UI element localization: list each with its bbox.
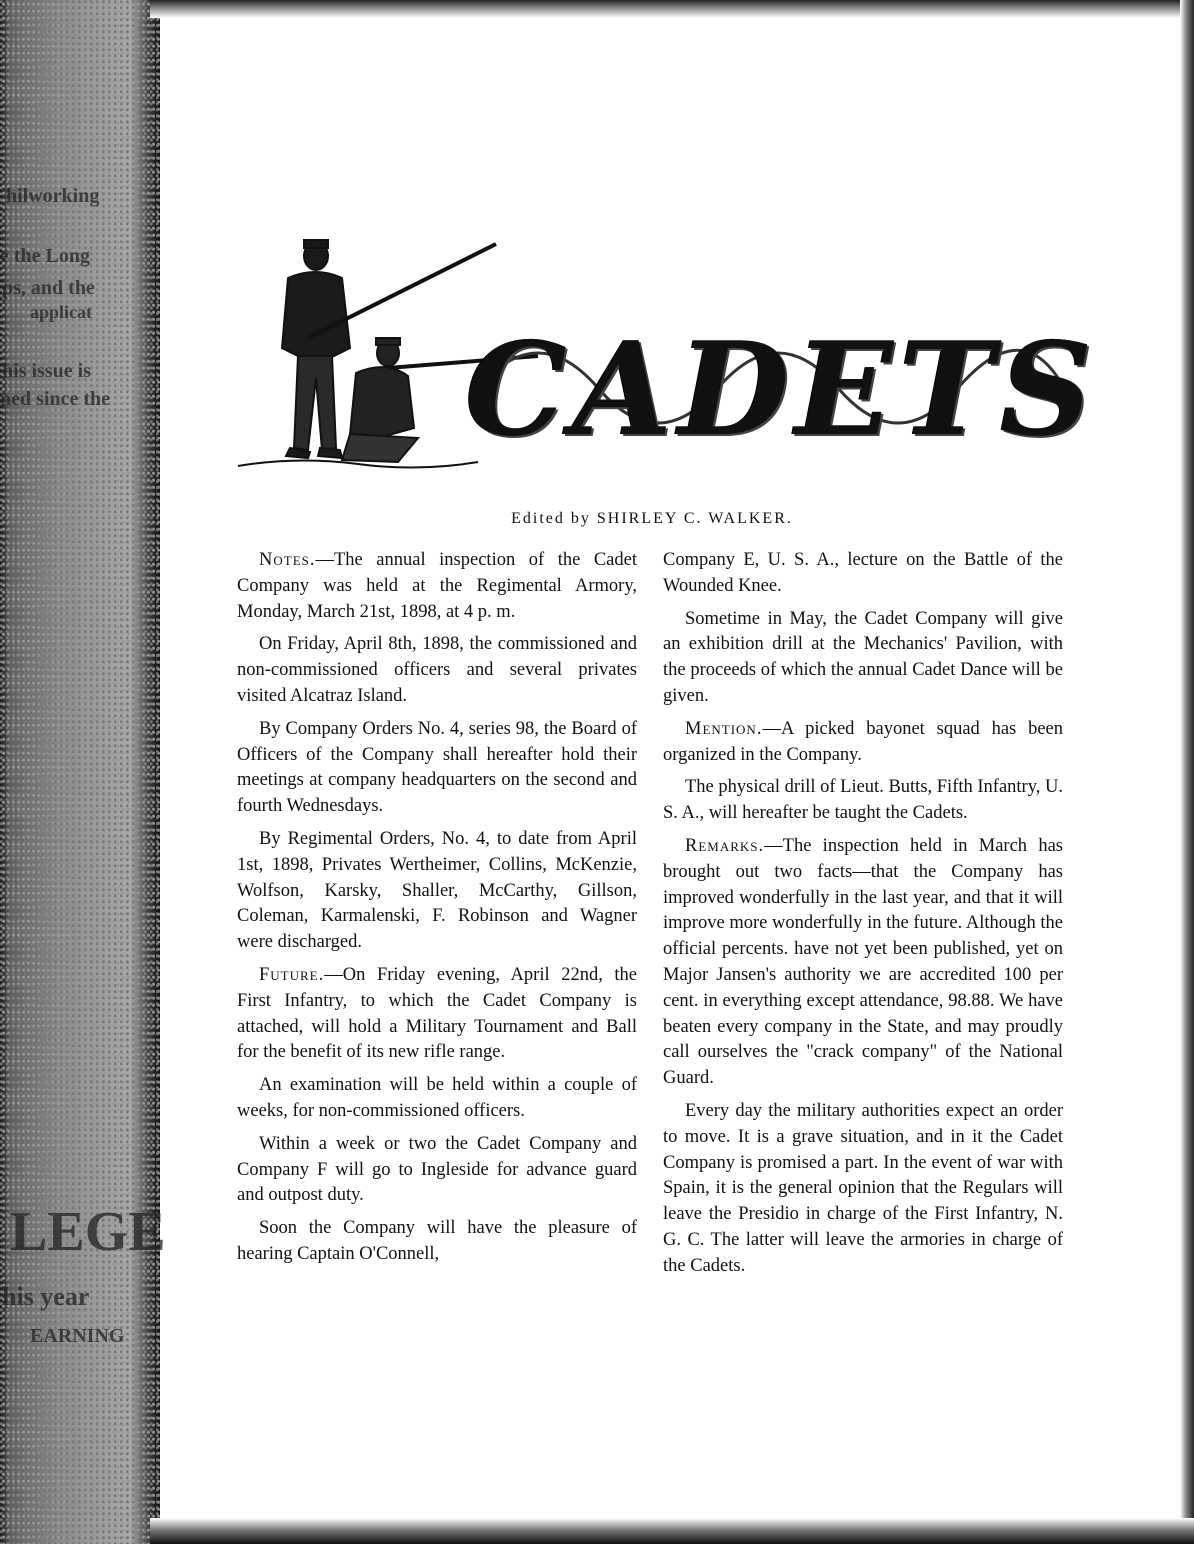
kneeling-soldier-figure <box>342 338 418 462</box>
paragraph <box>237 1216 637 1268</box>
strip-fragment: ps, and the <box>2 277 95 299</box>
paragraph <box>237 1132 637 1209</box>
section-lead: Remarks. <box>685 835 765 856</box>
paragraph-text: Sometime in May, the Cadet Company will give an exhibition drill at the Mechanics' Pavilion, with the proceeds of which the annual Cadet Dance will be given. <box>663 608 1063 706</box>
paragraph <box>663 607 1063 710</box>
paragraph <box>663 548 1063 600</box>
paragraph <box>237 1073 637 1125</box>
paragraph <box>663 717 1063 769</box>
paragraph <box>663 775 1063 827</box>
paragraph-text: On Friday, April 8th, 1898, the commissioned and non-commissioned officers and several privates visited Alcatraz Island. <box>237 634 637 706</box>
section-lead: Future. <box>259 964 325 985</box>
paragraph <box>663 834 1063 1092</box>
paragraph-text: —The annual inspection of the Cadet Company was held at the Regimental Armory, Monday, March 21st, 1898, at 4 p. m. <box>237 550 637 622</box>
page-title: CADETS <box>465 315 1099 465</box>
paragraph-text: —The inspection held in March has brought out two facts—that the Company has improved wonderfully in the last year, and that it will improve more wonderfully in the future. Although the official percents. have not yet been published, yet on Major Jansen's authority we are accredited 100 per cent. in everything except attendance, 98.88. We have beaten every company in the State, and may proudly call ourselves the "crack company" of the National Guard. <box>663 835 1063 1089</box>
paragraph-text: The physical drill of Lieut. Butts, Fifth Infantry, U. S. A., will hereafter be taught the Cadets. <box>663 777 1063 824</box>
paragraph-text: Soon the Company will have the pleasure of hearing Captain O'Connell, <box>237 1218 637 1264</box>
paragraph <box>237 632 637 709</box>
strip-fragment: hilworking <box>6 185 100 207</box>
paragraph-text: Within a week or two the Cadet Company and Company F will go to Ingleside for advance guard and outpost duty. <box>237 1133 637 1206</box>
byline: Edited by SHIRLEY C. WALKER. <box>511 510 793 527</box>
strip-fragment: his year <box>2 1282 90 1311</box>
strip-fragment: ned since the <box>0 388 110 410</box>
paragraph-text: —A picked bayonet squad has been organized in the Company. <box>663 718 1063 765</box>
strip-fragment: his issue is <box>2 360 91 382</box>
paragraph-text: An examination will be held within a couple of weeks, for non-commissioned officers. <box>237 1075 637 1121</box>
paragraph <box>237 827 637 956</box>
paragraph <box>237 963 637 1066</box>
strip-fragment: LEGE <box>10 1201 166 1263</box>
strip-fragment: applicat <box>30 302 93 322</box>
paragraph <box>237 717 637 820</box>
left-column <box>237 548 637 1275</box>
right-column <box>663 548 1063 1287</box>
adjacent-page-strip <box>0 0 166 1544</box>
paragraph <box>663 1099 1063 1280</box>
section-lead: Mention. <box>685 718 763 739</box>
page-edge-right <box>1180 0 1194 1544</box>
paragraph <box>237 548 637 625</box>
page-edge-bottom <box>150 1518 1194 1544</box>
paragraph-text: Every day the military authorities expect an order to move. It is a grave situation, and in it the Cadet Company is promised a part. In the event of war with Spain, it is the general opinion that the Regulars will leave the Presidio in charge of the First Infantry, N. G. C. The latter will leave the armories in charge of the Cadets. <box>663 1100 1063 1276</box>
paragraph-text: —On Friday evening, April 22nd, the First Infantry, to which the Cadet Company is attached, will hold a Military Tournament and Ball for the benefit of its new rifle range. <box>237 964 637 1063</box>
strip-fragment: e the Long <box>0 245 90 267</box>
paragraph-text: By Regimental Orders, No. 4, to date from April 1st, 1898, Privates Wertheimer, Collins, McKenzie, Wolfson, Karsky, Shaller, McCarthy, Gillson, Coleman, Karmalenski, F. Robinson and Wagner were discharged. <box>237 828 637 953</box>
paragraph-text: By Company Orders No. 4, series 98, the Board of Officers of the Company shall hereafter hold their meetings at company headquarters on the second and fourth Wednesdays. <box>237 718 637 817</box>
paragraph-text: Company E, U. S. A., lecture on the Battle of the Wounded Knee. <box>663 550 1063 596</box>
strip-fragment: EARNING <box>30 1325 125 1347</box>
standing-soldier-figure <box>282 240 350 458</box>
page-edge-top <box>150 0 1194 18</box>
section-lead: Notes. <box>259 550 316 570</box>
